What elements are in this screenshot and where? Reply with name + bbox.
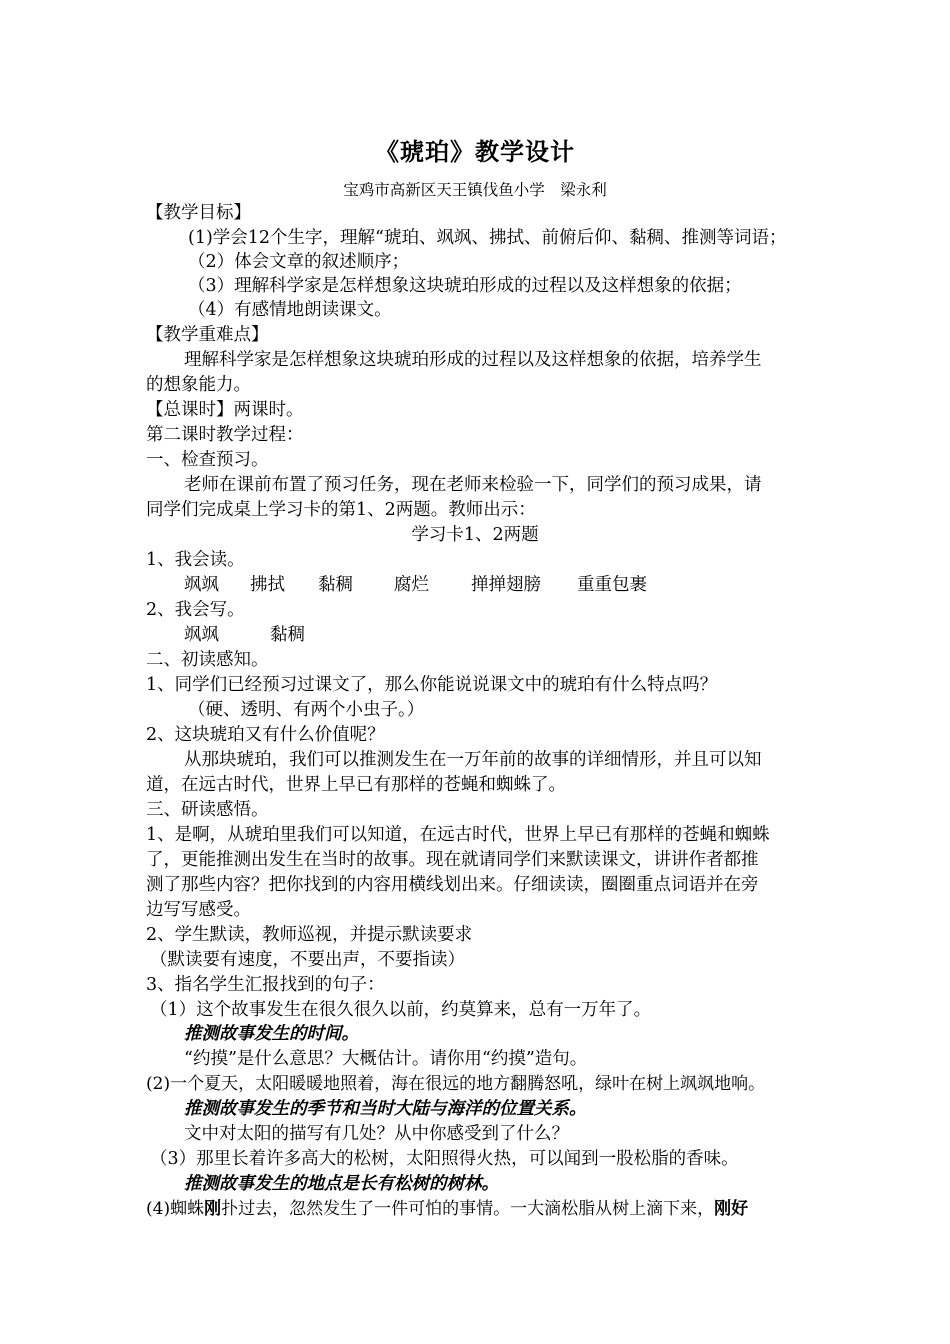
sentence-4-text: (4)蜘蛛: [146, 1199, 205, 1219]
word: 黏稠: [270, 625, 305, 645]
section3-paragraph: 1、是啊，从琥珀里我们可以知道，在远古时代，世界上早已有那样的苍蝇和蜘蛛: [146, 825, 770, 845]
section3-step: 2、学生默读，教师巡视，并提示默读要求: [146, 925, 473, 945]
section2-answer: （硬、透明、有两个小虫子。）: [188, 700, 425, 720]
objective-item: （4）有感情地朗读课文。: [188, 300, 392, 320]
word: 黏稠: [318, 575, 353, 595]
read-word-list: [184, 573, 647, 597]
section2-question: 2、这块琥珀又有什么价值呢？: [146, 725, 385, 745]
section1-paragraph: 老师在课前布置了预习任务，现在老师来检验一下，同学们的预习成果，请: [184, 475, 762, 495]
sentence-4: [146, 1197, 748, 1221]
section1-paragraph: 同学们完成桌上学习卡的第1、2两题。教师出示：: [146, 500, 536, 520]
section3-paragraph: 边写写感受。: [146, 900, 251, 920]
card-question: 2、我会写。: [146, 600, 245, 620]
emphasis-word: 刚好: [714, 1199, 749, 1219]
section2-heading: 二、初读感知。: [146, 650, 269, 670]
sentence-3: （3）那里长着许多高大的松树，太阳照得火热，可以闻到一股松脂的香味。: [150, 1149, 739, 1169]
card-title: 学习卡1、2两题: [411, 525, 539, 545]
objective-item: （3）理解科学家是怎样想象这块琥珀形成的过程以及这样想象的依据；: [188, 276, 742, 296]
section2-question: 1、同学们已经预习过课文了，那么你能说说课文中的琥珀有什么特点吗？: [146, 675, 718, 695]
process-heading: 第二课时教学过程：: [146, 425, 304, 445]
author-line: 宝鸡市高新区天王镇伐鱼小学 梁永利: [343, 181, 607, 199]
objective-item: （2）体会文章的叙述顺序；: [188, 252, 410, 272]
section3-paragraph: 测了那些内容？把你找到的内容用横线划出来。仔细读读，圈圈重点词语并在旁: [146, 875, 759, 895]
sentence-1: （1）这个故事发生在很久很久以前，约莫算来，总有一万年了。: [150, 1000, 652, 1020]
section1-heading: 一、检查预习。: [146, 450, 269, 470]
section2-answer: 从那块琥珀，我们可以推测发生在一万年前的故事的详细情形，并且可以知: [184, 750, 762, 770]
section3-step: 3、指名学生汇报找到的句子：: [146, 975, 385, 995]
word: 拂拭: [250, 575, 285, 595]
section2-answer: 道，在远古时代，世界上早已有那样的苍蝇和蜘蛛了。: [146, 775, 566, 795]
section3-note: （默读要有速度，不要出声，不要指读）: [150, 950, 465, 970]
question-1: “约摸”是什么意思？大概估计。请你用“约摸”造句。: [184, 1049, 588, 1069]
section3-paragraph: 了，更能推测出发生在当时的故事。现在就请同学们来默读课文，讲讲作者都推: [146, 850, 759, 870]
sentence-4-text: 扑过去，忽然发生了一件可怕的事情。一大滴松脂从树上滴下来，: [221, 1199, 715, 1219]
word: 腐烂: [394, 575, 429, 595]
word: 飒飒: [184, 625, 219, 645]
section3-heading: 三、研读感悟。: [146, 800, 269, 820]
inference-2: 推测故事发生的季节和当时大陆与海洋的位置关系。: [184, 1099, 587, 1119]
total-hours: [146, 398, 304, 422]
write-word-list: [184, 623, 305, 647]
total-hours-heading: 【总课时】: [146, 400, 234, 420]
question-2: 文中对太阳的描写有几处？从中你感受到了什么？: [184, 1124, 569, 1144]
inference-1: 推测故事发生的时间。: [184, 1024, 359, 1044]
inference-3: 推测故事发生的地点是长有松树的树林。: [184, 1174, 499, 1194]
sentence-2: (2)一个夏天，太阳暖暖地照着，海在很远的地方翻腾怒吼，绿叶在树上飒飒地响。: [146, 1074, 766, 1094]
objective-item: (1)学会12个生字，理解“琥珀、飒飒、拂拭、前俯后仰、黏稠、推测等词语；: [188, 228, 787, 248]
word: 飒飒: [184, 575, 219, 595]
key-points-text: 理解科学家是怎样想象这块琥珀形成的过程以及这样想象的依据，培养学生: [184, 350, 762, 370]
emphasis-word: 刚: [204, 1199, 222, 1219]
total-hours-text: 两课时。: [233, 400, 304, 420]
card-question: 1、我会读。: [146, 550, 245, 570]
objectives-heading: 【教学目标】: [146, 203, 251, 223]
document-title: 《琥珀》教学设计: [375, 137, 575, 166]
key-points-text: 的想象能力。: [146, 375, 251, 395]
key-points-heading: 【教学重难点】: [146, 325, 269, 345]
word: 重重包裹: [577, 575, 647, 595]
word: 掸掸翅膀: [471, 575, 541, 595]
